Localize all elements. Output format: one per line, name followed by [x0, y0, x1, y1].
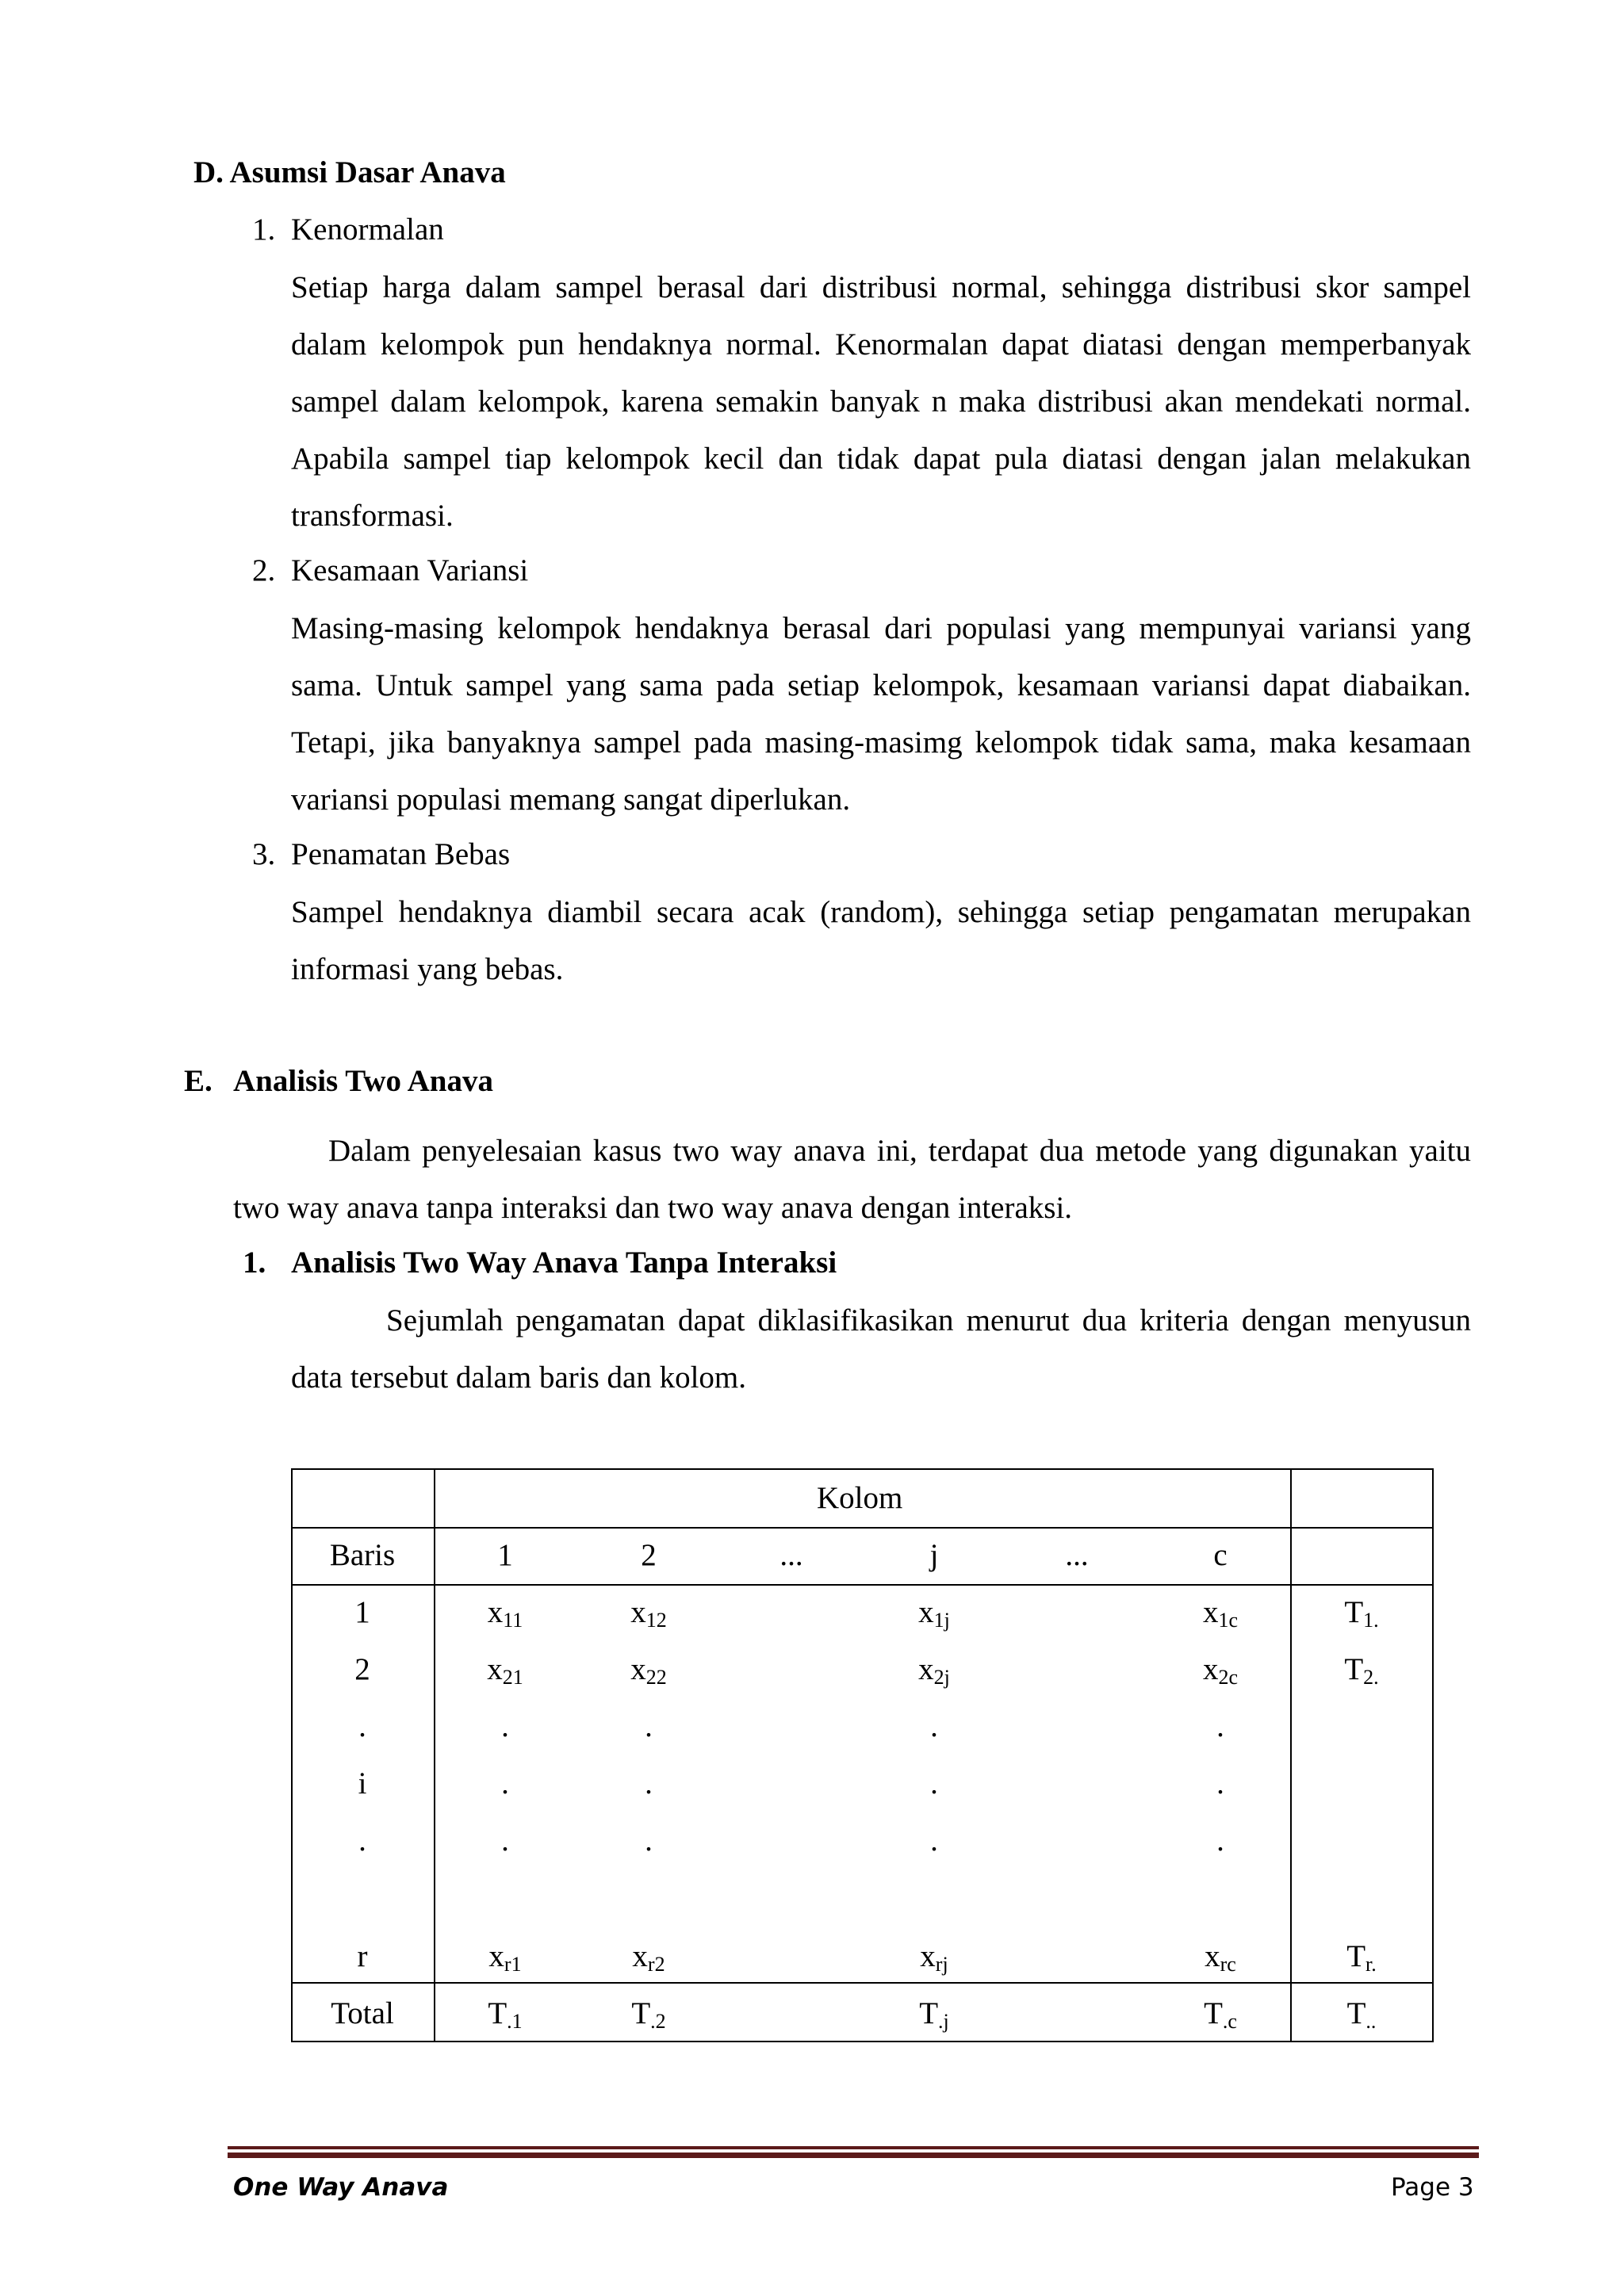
row-total-cell-base: T	[1344, 1595, 1364, 1629]
table-cell	[920, 1939, 948, 1976]
row-label: 1	[354, 1595, 370, 1629]
item-1-title: Kenormalan	[291, 212, 444, 247]
table-cell-base: x	[630, 1652, 646, 1686]
column-total-cell-subscript: .j	[938, 2010, 949, 2033]
column-total-cell-subscript: .c	[1222, 2010, 1237, 2033]
table-cell	[501, 1825, 509, 1856]
col-header: ...	[1065, 1538, 1089, 1572]
table-cell	[487, 1652, 523, 1689]
column-total-cell-subscript: .2	[650, 2010, 666, 2033]
column-total-cell	[919, 1996, 949, 2033]
item-3-number: 3.	[252, 837, 276, 871]
table-cell-base: .	[645, 1766, 653, 1800]
section-e-heading: Analisis Two Anava	[233, 1064, 493, 1098]
row-label: 2	[354, 1652, 370, 1686]
row-total-cell-subscript: 2.	[1363, 1666, 1379, 1689]
table-cell-base: x	[1202, 1652, 1219, 1686]
table-cell-subscript: 11	[503, 1609, 523, 1632]
row-total-cell-base: T	[1346, 1939, 1366, 1973]
baris-label: Baris	[329, 1538, 396, 1572]
table-border-bottom	[291, 2041, 1434, 2042]
table-border-right	[1432, 1468, 1434, 2042]
table-rule-baris	[434, 1468, 435, 2042]
table-cell-subscript: rj	[935, 1953, 948, 1976]
item-1-paragraph: Setiap harga dalam sampel berasal dari distribusi normal, sehingga distribusi skor sampel dalam kelompok pun hendaknya normal. Kenormalan dapat diatasi dengan memperbanyak sampel dalam kelompok, karena semakin banyak n maka distribusi akan mendekati normal. Apabila sampel tiap kelompok kecil dan tidak dapat pula diatasi dengan jalan melakukan transformasi.	[291, 270, 1471, 533]
footer-title: One Way Anava	[233, 2173, 449, 2202]
col-header: 2	[641, 1538, 657, 1572]
table-cell	[632, 1939, 665, 1976]
col-header: j	[929, 1538, 939, 1572]
table-cell-base: x	[487, 1652, 503, 1686]
row-label: .	[358, 1823, 366, 1858]
total-row-label: Total	[331, 1996, 394, 2030]
table-border-left	[291, 1468, 293, 2042]
table-cell	[488, 1939, 522, 1976]
column-total-cell-subscript: .1	[507, 2010, 523, 2033]
table-cell	[930, 1825, 938, 1856]
column-total-cell-base: T	[1204, 1996, 1223, 2030]
column-total-cell	[1204, 1996, 1237, 2033]
column-total-cell	[631, 1996, 666, 2033]
grand-total-cell-base: T	[1346, 1996, 1366, 2030]
table-cell-subscript: 2j	[933, 1666, 950, 1689]
subsection-number: 1.	[243, 1246, 266, 1280]
grand-total-cell	[1346, 1996, 1377, 2033]
column-total-cell-base: T	[488, 1996, 508, 2030]
subsection-paragraph: Sejumlah pengamatan dapat diklasifikasikan menurut dua kriteria dengan menyusun data tersebut dalam baris dan kolom.	[291, 1303, 1471, 1395]
table-cell	[1202, 1595, 1239, 1632]
table-cell-base: x	[920, 1939, 936, 1973]
table-cell-subscript: r2	[647, 1953, 665, 1976]
kolom-label: Kolom	[817, 1481, 903, 1515]
table-cell-base: x	[918, 1652, 934, 1686]
footer-rule-thin	[228, 2146, 1479, 2149]
table-cell-subscript: r1	[504, 1953, 522, 1976]
section-e-intro: Dalam penyelesaian kasus two way anava ini, terdapat dua metode yang digunakan yaitu two way anava tanpa interaksi dan two way anava dengan interaksi.	[233, 1134, 1471, 1225]
table-cell	[930, 1768, 938, 1799]
item-2-number: 2.	[252, 553, 276, 587]
table-cell	[630, 1595, 667, 1632]
item-3-title: Penamatan Bebas	[291, 837, 511, 871]
table-border-top	[291, 1468, 1434, 1470]
table-cell	[1205, 1939, 1236, 1976]
data-table	[291, 1468, 1434, 2042]
col-header: 1	[497, 1538, 513, 1572]
table-cell-base: .	[930, 1823, 938, 1858]
table-cell-base: .	[1216, 1823, 1224, 1858]
table-cell	[1216, 1711, 1224, 1742]
item-3-paragraph: Sampel hendaknya diambil secara acak (random), sehingga setiap pengamatan merupakan informasi yang bebas.	[291, 895, 1471, 986]
table-cell	[501, 1768, 509, 1799]
table-cell-base: x	[1202, 1595, 1219, 1629]
table-cell	[918, 1652, 950, 1689]
table-cell-base: .	[501, 1823, 509, 1858]
table-cell-subscript: 22	[645, 1666, 667, 1689]
row-total-cell	[1346, 1939, 1377, 1976]
table-cell-base: .	[1216, 1709, 1224, 1743]
table-cell-base: .	[930, 1766, 938, 1800]
table-cell-base: .	[930, 1709, 938, 1743]
table-cell-subscript: 2c	[1218, 1666, 1239, 1689]
table-cell-base: x	[1205, 1939, 1220, 1973]
table-cell-base: .	[501, 1766, 509, 1800]
table-cell	[630, 1652, 667, 1689]
table-rule-total	[291, 1982, 1434, 1984]
column-total-cell	[488, 1996, 523, 2033]
row-total-cell	[1344, 1595, 1379, 1632]
table-cell-base: .	[1216, 1766, 1224, 1800]
row-label: .	[358, 1709, 366, 1743]
table-cell	[1202, 1652, 1239, 1689]
row-total-cell	[1344, 1652, 1379, 1689]
table-cell-subscript: 12	[645, 1609, 667, 1632]
table-cell	[930, 1711, 938, 1742]
col-header: ...	[779, 1538, 803, 1572]
table-cell	[1216, 1768, 1224, 1799]
item-2-paragraph: Masing-masing kelompok hendaknya berasal dari populasi yang mempunyai variansi yang sama. Untuk sampel yang sama pada setiap kelompok, kesamaan variansi dapat diabaikan. Tetapi, jika banyaknya sampel pada masing-masimg kelompok tidak sama, maka kesamaan variansi populasi memang sangat diperlukan.	[291, 611, 1471, 817]
subsection-heading: Analisis Two Way Anava Tanpa Interaksi	[291, 1246, 837, 1280]
footer-page-number: Page 3	[1391, 2173, 1474, 2202]
item-2-title: Kesamaan Variansi	[291, 553, 529, 587]
table-cell	[501, 1711, 509, 1742]
table-cell-base: x	[632, 1939, 648, 1973]
column-total-cell-base: T	[919, 1996, 939, 2030]
table-cell-base: x	[488, 1939, 504, 1973]
table-cell	[1216, 1825, 1224, 1856]
table-cell	[918, 1595, 950, 1632]
table-cell-subscript: rc	[1220, 1953, 1236, 1976]
col-header: c	[1213, 1538, 1228, 1572]
footer-rule-thick	[228, 2152, 1479, 2158]
table-cell	[487, 1595, 523, 1632]
table-cell-base: .	[645, 1709, 653, 1743]
row-total-cell-subscript: 1.	[1363, 1609, 1379, 1632]
table-cell	[645, 1825, 653, 1856]
section-e-letter: E.	[184, 1064, 213, 1098]
table-cell-base: x	[918, 1595, 934, 1629]
row-label: r	[357, 1939, 368, 1973]
table-cell-base: x	[487, 1595, 504, 1629]
table-cell	[645, 1711, 653, 1742]
table-rule-kolom	[291, 1527, 1434, 1529]
grand-total-cell-subscript: ..	[1365, 2010, 1377, 2033]
row-total-cell-base: T	[1344, 1652, 1364, 1686]
item-1-number: 1.	[252, 212, 276, 247]
row-label: i	[358, 1766, 367, 1800]
column-total-cell-base: T	[631, 1996, 651, 2030]
table-cell-base: x	[630, 1595, 646, 1629]
table-cell-base: .	[501, 1709, 509, 1743]
table-cell-base: .	[645, 1823, 653, 1858]
table-cell-subscript: 21	[502, 1666, 523, 1689]
row-total-cell-subscript: r.	[1365, 1953, 1377, 1976]
table-cell	[645, 1768, 653, 1799]
table-rule-header	[291, 1584, 1434, 1586]
section-d-heading: D. Asumsi Dasar Anava	[193, 155, 506, 189]
table-cell-subscript: 1c	[1218, 1609, 1239, 1632]
table-cell-subscript: 1j	[933, 1609, 950, 1632]
table-rule-total-col	[1290, 1468, 1292, 2042]
